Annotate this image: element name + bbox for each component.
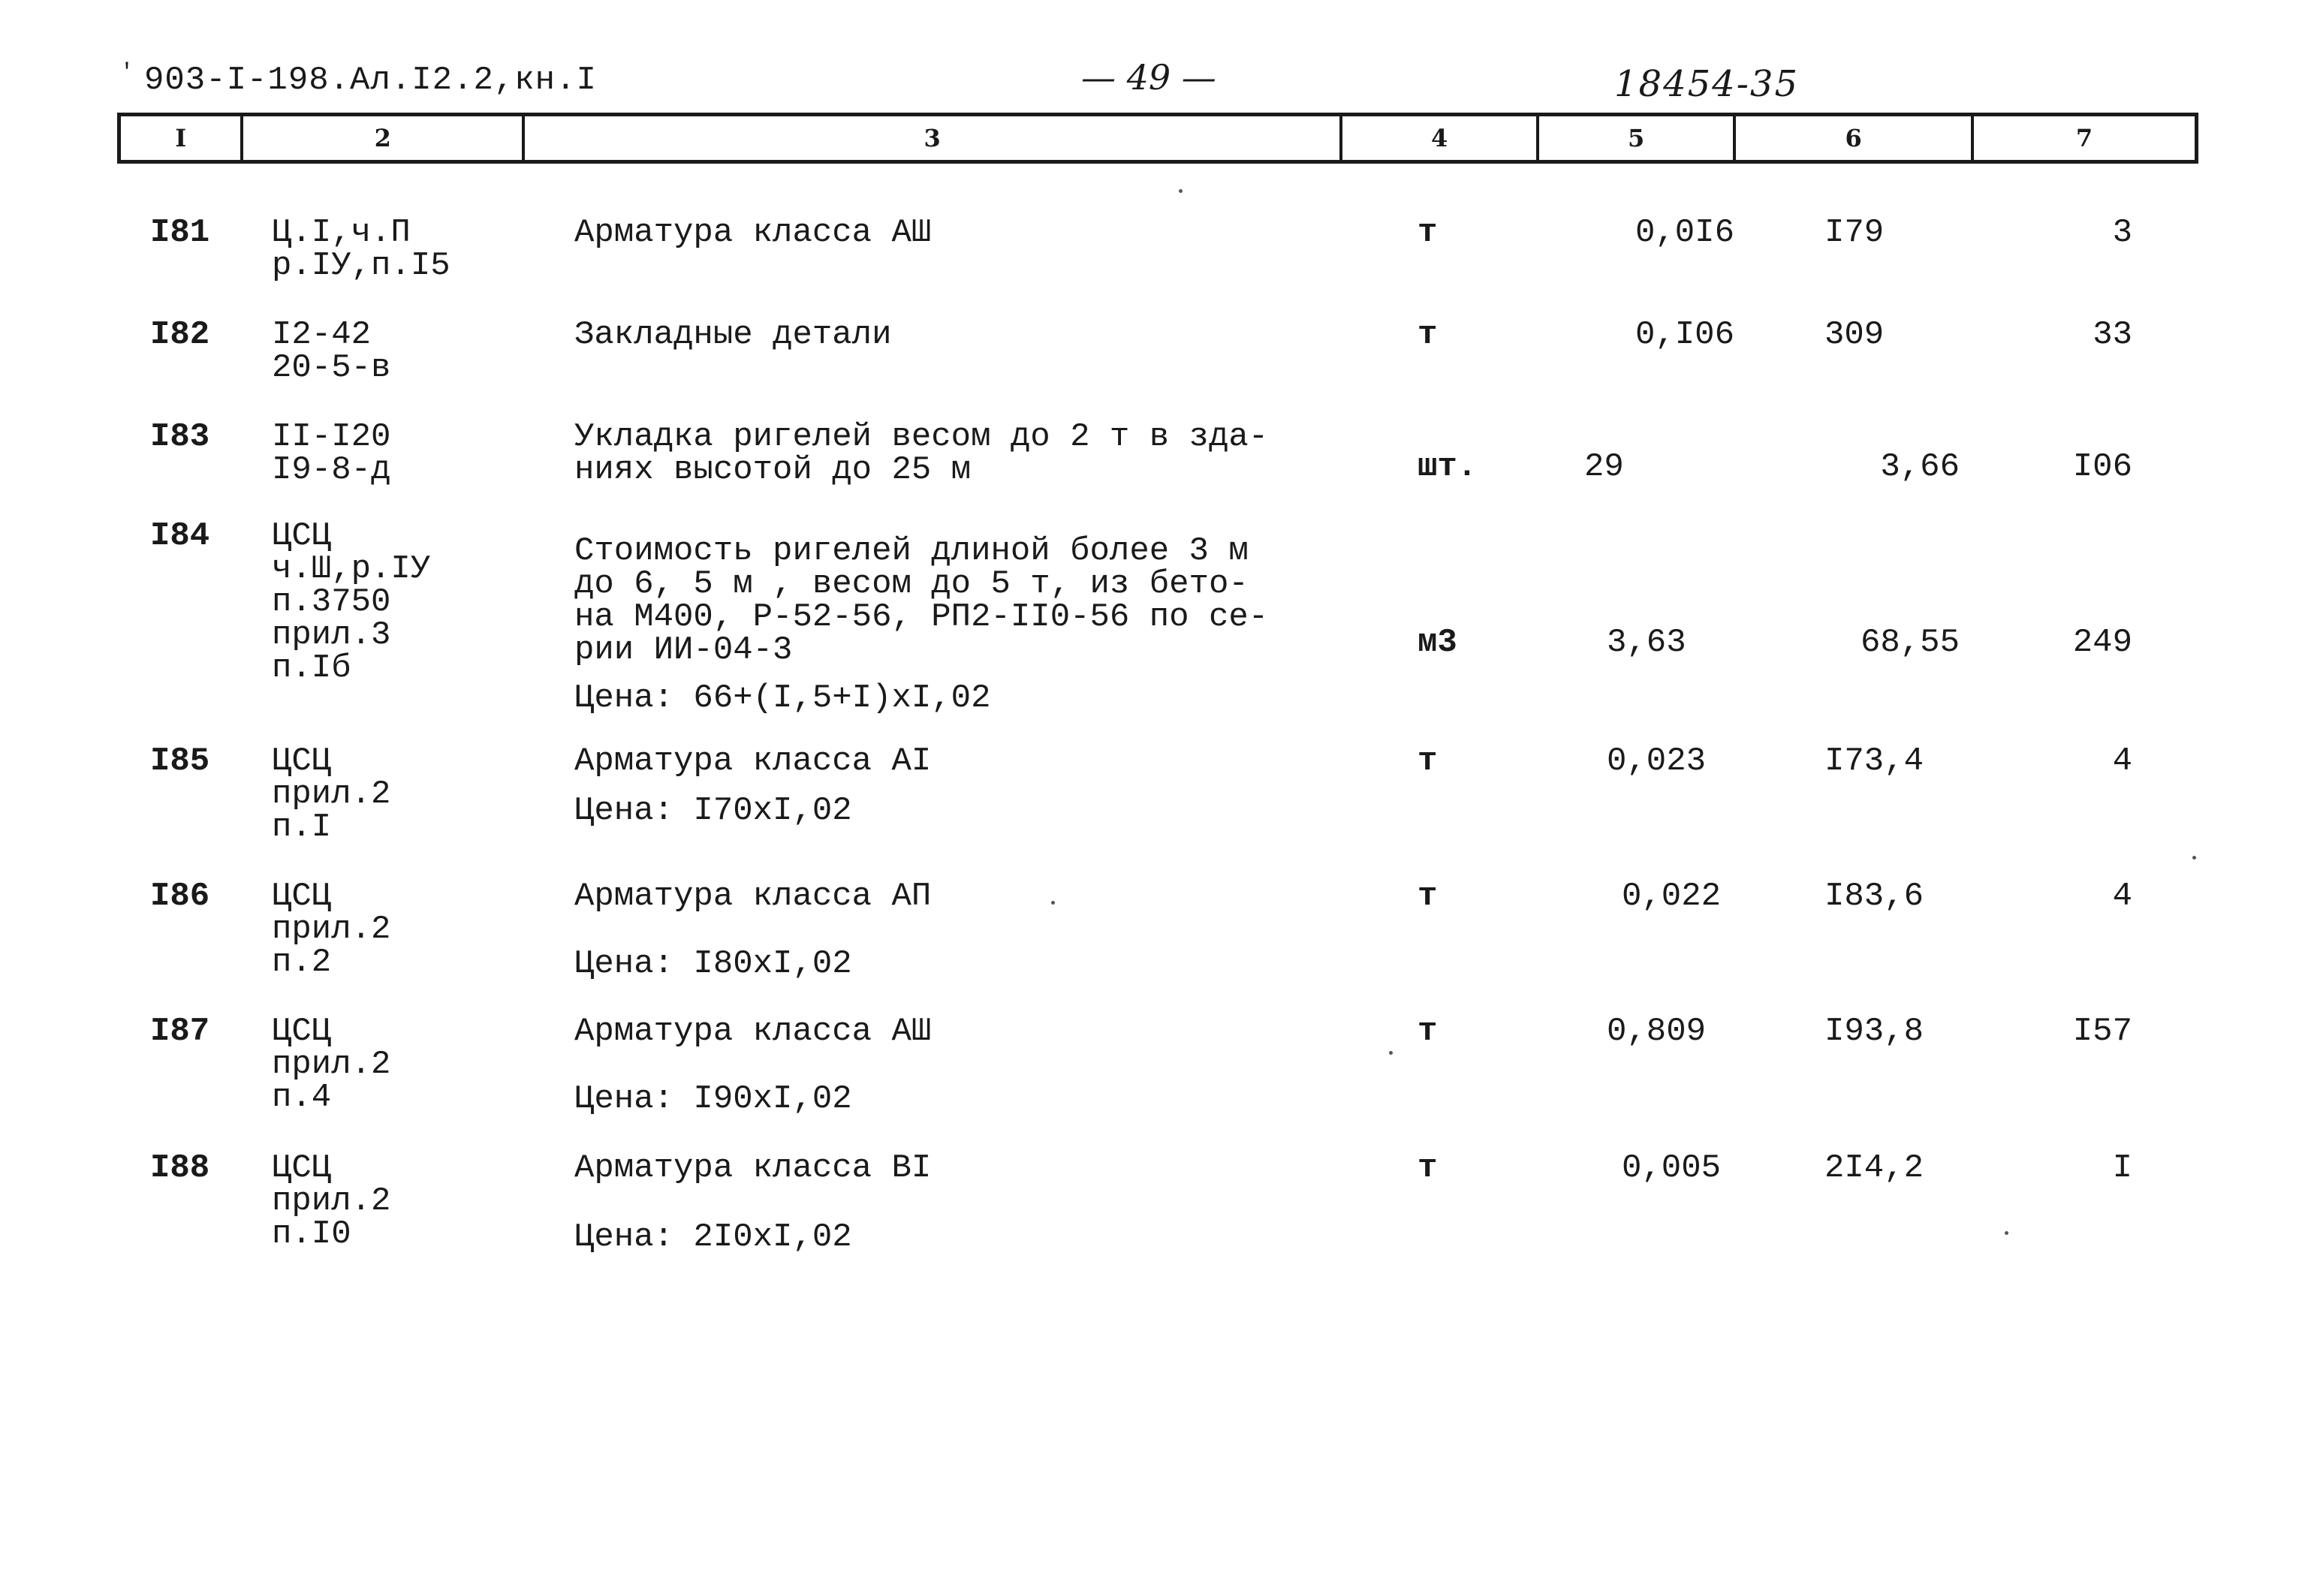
row-unit: т (1418, 214, 1438, 251)
row-unit-price: 3,66 (1880, 448, 1960, 486)
scan-speck (2005, 1231, 2008, 1235)
row-number: I87 (150, 1013, 210, 1050)
row-price-formula: Цена: I90xI,02 (574, 1080, 852, 1118)
row-quantity: 0,0I6 (1635, 214, 1734, 251)
row-unit: т (1418, 316, 1438, 354)
scan-speck (2192, 856, 2196, 860)
row-unit-price: 309 (1824, 316, 1885, 354)
document-code: 903-I-198.Ал.I2.2,кн.I (144, 62, 597, 99)
row-number: I83 (150, 418, 210, 456)
scan-speck (1051, 901, 1055, 905)
row-price-formula: Цена: 66+(I,5+I)xI,02 (574, 679, 991, 717)
row-number: I88 (150, 1149, 210, 1187)
row-total: 4 (2112, 742, 2132, 780)
row-unit-price: 2I4,2 (1824, 1149, 1924, 1187)
row-unit: шт. (1418, 448, 1478, 486)
row-reference: ЦСЦ прил.2 п.2 (272, 878, 391, 981)
row-reference: II-I20 I9-8-д (272, 418, 391, 489)
row-reference: ЦСЦ прил.2 п.I (272, 742, 391, 846)
column-header: I (121, 116, 243, 160)
row-unit-price: I83,6 (1824, 878, 1924, 915)
row-total: 33 (2093, 316, 2132, 354)
row-total: I06 (2072, 448, 2132, 486)
row-total: I (2112, 1149, 2132, 1187)
row-unit: т (1418, 1149, 1438, 1187)
scan-speck (1179, 189, 1183, 193)
row-number: I82 (150, 316, 210, 354)
column-header: 4 (1342, 116, 1539, 160)
row-reference: ЦСЦ прил.2 п.4 (272, 1013, 391, 1116)
row-description: Укладка ригелей весом до 2 т в зда- ниях высотой до 25 м (574, 418, 1269, 489)
row-total: I57 (2072, 1013, 2132, 1050)
row-unit-price: 68,55 (1860, 624, 1960, 661)
margin-mark: ' (120, 60, 134, 86)
row-total: 249 (2072, 624, 2132, 661)
row-number: I86 (150, 878, 210, 915)
row-quantity: 3,63 (1607, 624, 1686, 661)
column-header: 6 (1736, 116, 1974, 160)
row-total: 3 (2112, 214, 2132, 251)
row-number: I85 (150, 742, 210, 780)
row-description: Арматура класса АШ (574, 1013, 932, 1050)
row-price-formula: Цена: I80xI,02 (574, 945, 852, 983)
column-header: 5 (1539, 116, 1736, 160)
column-header: 3 (525, 116, 1342, 160)
row-quantity: 29 (1584, 448, 1624, 486)
row-total: 4 (2112, 878, 2132, 915)
row-unit: т (1418, 1013, 1438, 1050)
row-price-formula: Цена: I70xI,02 (574, 792, 852, 830)
row-unit-price: I93,8 (1824, 1013, 1924, 1050)
scan-speck (1389, 1051, 1393, 1055)
column-header-row (117, 113, 2198, 164)
column-header: 7 (2075, 124, 2093, 152)
row-description: Стоимость ригелей длиной более 3 м до 6, 5 м , весом до 5 т, из бето- на М400, Р-52-56, РП2-II0-56 по се- рии ИИ-04-3 (574, 532, 1269, 669)
row-description: Арматура класса АП (574, 878, 932, 915)
row-reference: ЦСЦ ч.Ш,р.IУ п.3750 прил.3 п.Iб (272, 517, 431, 687)
row-quantity: 0,023 (1607, 742, 1707, 780)
row-quantity: 0,005 (1622, 1149, 1722, 1187)
row-unit-price: I79 (1824, 214, 1885, 251)
row-unit-price: I73,4 (1824, 742, 1924, 780)
row-quantity: 0,022 (1622, 878, 1722, 915)
row-number: I81 (150, 214, 210, 251)
row-unit: м3 (1418, 624, 1457, 661)
row-unit: т (1418, 878, 1438, 915)
page-number: — 49 — (1081, 57, 1216, 98)
column-header: 2 (243, 116, 525, 160)
row-quantity: 0,I06 (1635, 316, 1734, 354)
row-description: Арматура класса АI (574, 742, 932, 780)
row-unit: т (1418, 742, 1438, 780)
row-description: Арматура класса АШ (574, 214, 932, 251)
row-quantity: 0,809 (1607, 1013, 1707, 1050)
row-description: Арматура класса ВI (574, 1149, 932, 1187)
row-description: Закладные детали (574, 316, 892, 354)
row-reference: Ц.I,ч.П р.IУ,п.I5 (272, 214, 450, 285)
row-price-formula: Цена: 2I0xI,02 (574, 1218, 852, 1256)
handwritten-number: 18454-35 (1614, 63, 1799, 105)
row-reference: I2-42 20-5-в (272, 316, 391, 387)
row-reference: ЦСЦ прил.2 п.I0 (272, 1149, 391, 1253)
row-number: I84 (150, 517, 210, 555)
